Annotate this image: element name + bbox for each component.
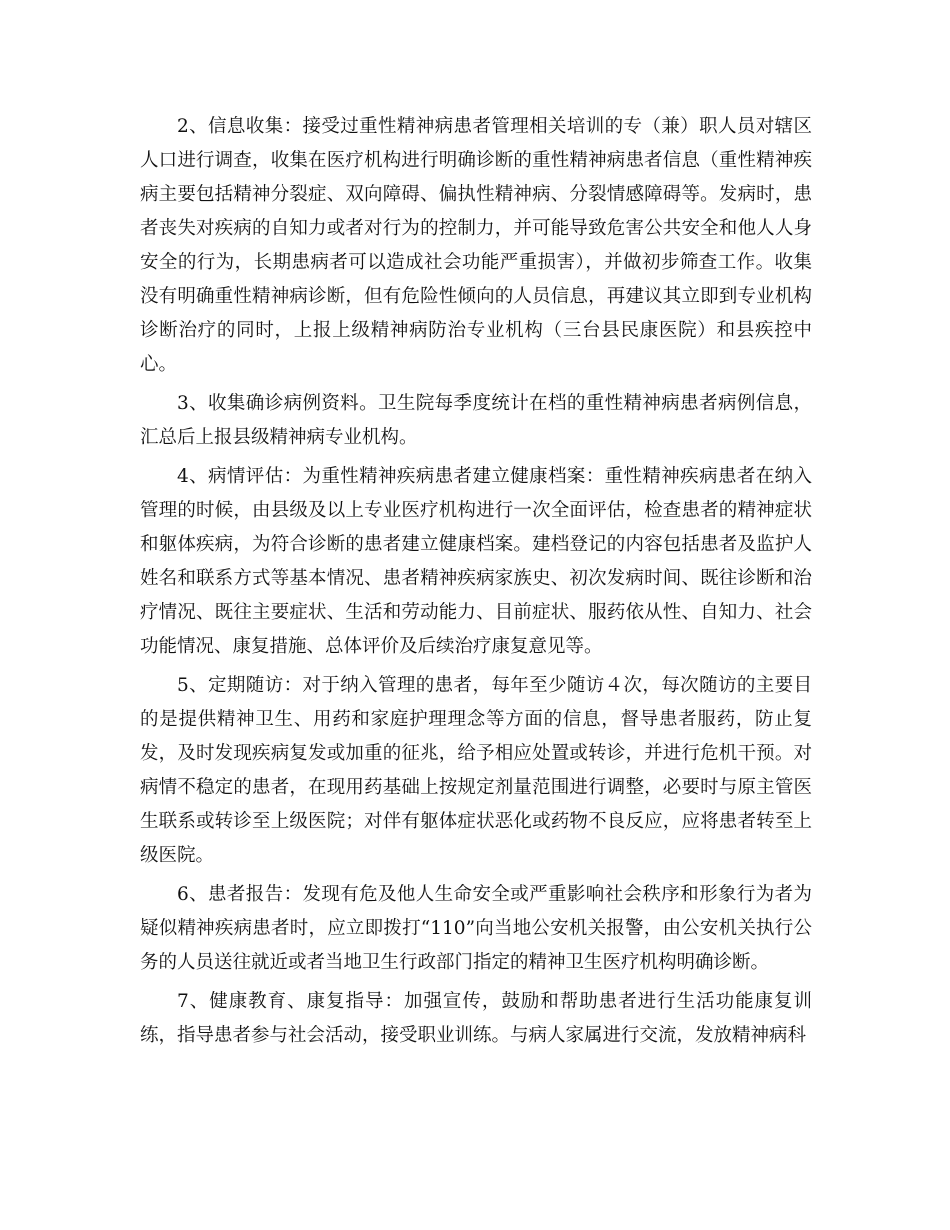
paragraph-case-data-collection: 3、收集确诊病例资料。卫生院每季度统计在档的重性精神病患者病例信息，汇总后上报县级精神病专业机构。 — [140, 393, 812, 448]
document-body — [140, 110, 812, 1058]
paragraph-condition-assessment: 4、病情评估：为重性精神疾病患者建立健康档案：重性精神疾病患者在纳入管理的时候，由县级及以上专业医疗机构进行一次全面评估，检查患者的精神症状和躯体疾病，为符合诊断的患者建立健康档案。建档登记的内容包括患者及监护人姓名和联系方式等基本情况、患者精神疾病家族史、初次发病时间、既往诊断和治疗情况、既往主要症状、生活和劳动能力、目前症状、服药依从性、自知力、社会功能情况、康复措施、总体评价及后续治疗康复意见等。 — [140, 466, 812, 657]
paragraph-information-collection: 2、信息收集：接受过重性精神病患者管理相关培训的专（兼）职人员对辖区人口进行调查，收集在医疗机构进行明确诊断的重性精神病患者信息（重性精神疾病主要包括精神分裂症、双向障碍、偏执性精神病、分裂情感障碍等。发病时，患者丧失对疾病的自知力或者对行为的控制力，并可能导致危害公共安全和他人人身安全的行为，长期患病者可以造成社会功能严重损害），并做初步筛查工作。收集没有明确重性精神病诊断，但有危险性倾向的人员信息，再建议其立即到专业机构诊断治疗的同时，上报上级精神病防治专业机构（三台县民康医院）和县疾控中心。 — [140, 116, 812, 375]
paragraph-health-education: 7、健康教育、康复指导：加强宣传，鼓励和帮助患者进行生活功能康复训练，指导患者参与社会活动，接受职业训练。与病人家属进行交流，发放精神病科 — [140, 991, 812, 1046]
paragraph-regular-follow-up: 5、定期随访：对于纳入管理的患者，每年至少随访４次，每次随访的主要目的是提供精神卫生、用药和家庭护理理念等方面的信息，督导患者服药，防止复发，及时发现疾病复发或加重的征兆，给予相应处置或转诊，并进行危机干预。对病情不稳定的患者，在现用药基础上按规定剂量范围进行调整，必要时与原主管医生联系或转诊至上级医院；对伴有躯体症状恶化或药物不良反应，应将患者转至上级医院。 — [140, 675, 812, 866]
paragraph-patient-report: 6、患者报告：发现有危及他人生命安全或严重影响社会秩序和形象行为者为疑似精神疾病患者时，应立即拨打“110”向当地公安机关报警，由公安机关执行公务的人员送往就近或者当地卫生行政部门指定的精神卫生医疗机构明确诊断。 — [140, 884, 812, 973]
